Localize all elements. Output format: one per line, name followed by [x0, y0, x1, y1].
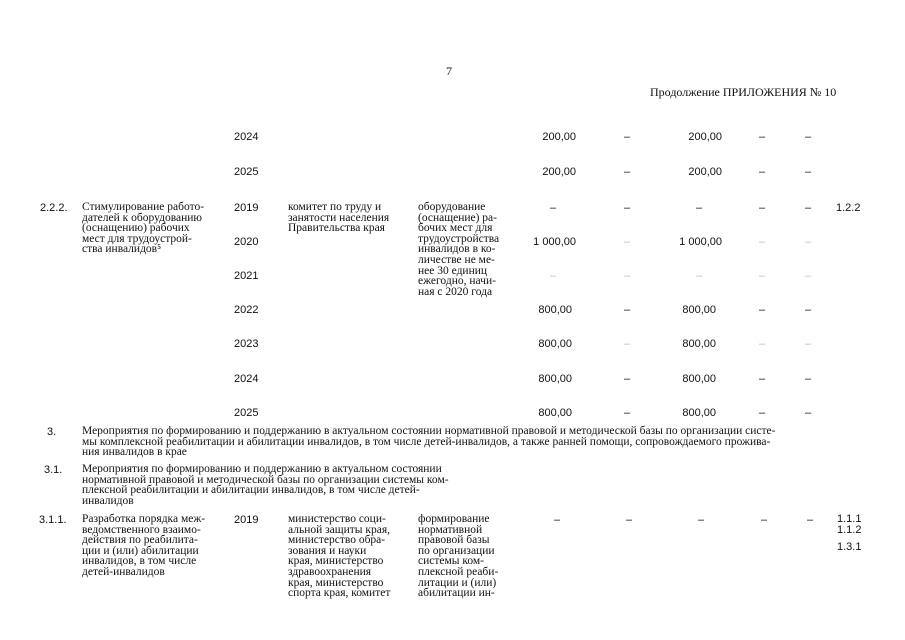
executor: комитет по труду и занятости населения Правительства края	[288, 201, 390, 235]
expected-result: формирование нормативной правовой базы по организации системы ком- плексной реаби- литации и (или) абилитации ин-	[418, 513, 499, 600]
dash-cell: –	[804, 270, 812, 282]
dash-cell: –	[623, 166, 631, 178]
amount-cell: 800,00	[682, 373, 716, 385]
dash-cell: –	[758, 166, 766, 178]
dash-cell: –	[623, 131, 631, 143]
measure-name: Стимулирование работо- дателей к оборудованию (оснащению) рабочих мест для трудоустрой- ства инвалидов⁵	[82, 201, 205, 256]
total-cell: 800,00	[538, 373, 572, 385]
section-number: 3.1.	[44, 464, 63, 476]
amount-cell: –	[697, 514, 705, 526]
dash-cell: –	[623, 304, 631, 316]
year-cell: 2025	[234, 407, 259, 419]
year-cell: 2025	[234, 166, 259, 178]
indicator-ref: 1.2.2	[836, 202, 861, 214]
total-cell: –	[549, 270, 557, 282]
indicator-ref: 1.1.1 1.1.2 1.3.1	[837, 513, 862, 553]
dash-cell: –	[758, 304, 766, 316]
amount-cell: 800,00	[682, 338, 716, 350]
year-cell: 2019	[234, 202, 259, 214]
year-cell: 2019	[234, 514, 259, 526]
dash-cell: –	[758, 407, 766, 419]
section-title: Мероприятия по формированию и поддержанию в актуальном состоянии нормативной правовой и методической базы по организации системы ком- плексной реабилитации и абилитации инвалидов, в том числе детей- инвалидов	[82, 463, 449, 507]
dash-cell: –	[758, 270, 766, 282]
amount-cell: 800,00	[682, 407, 716, 419]
dash-cell: –	[804, 338, 812, 350]
amount-cell: 800,00	[682, 304, 716, 316]
dash-cell: –	[804, 236, 812, 248]
dash-cell: –	[758, 373, 766, 385]
dash-cell: –	[623, 202, 631, 214]
dash-cell: –	[804, 407, 812, 419]
total-cell: 200,00	[542, 131, 576, 143]
dash-cell: –	[623, 270, 631, 282]
amount-cell: 200,00	[688, 131, 722, 143]
dash-cell: –	[804, 373, 812, 385]
total-cell: 800,00	[538, 304, 572, 316]
dash-cell: –	[758, 202, 766, 214]
total-cell: 800,00	[538, 338, 572, 350]
page-number: 7	[446, 64, 452, 78]
amount-cell: –	[695, 202, 703, 214]
year-cell: 2023	[234, 338, 259, 350]
amount-cell: 200,00	[688, 166, 722, 178]
measure-number: 2.2.2.	[40, 202, 68, 214]
year-cell: 2022	[234, 304, 259, 316]
dash-cell: –	[758, 131, 766, 143]
total-cell: 800,00	[538, 407, 572, 419]
continuation-header: Продолжение ПРИЛОЖЕНИЯ № 10	[650, 85, 837, 99]
dash-cell: –	[760, 514, 768, 526]
dash-cell: –	[623, 373, 631, 385]
section-number: 3.	[47, 426, 57, 438]
total-cell: 200,00	[542, 166, 576, 178]
measure-name: Разработка порядка меж- ведомственного взаимо- действия по реабилита- ции и (или) абилитации инвалидов, в том числе детей-инвалидов	[82, 513, 206, 578]
expected-result: оборудование (оснащение) ра- бочих мест для трудоустройства инвалидов в ко- личестве не ме- нее 30 единиц ежегодно, начи- ная с 2020 года	[418, 201, 500, 298]
dash-cell: –	[625, 514, 633, 526]
dash-cell: –	[758, 236, 766, 248]
section-title: Мероприятия по формированию и поддержанию в актуальном состоянии нормативной правовой и методической базы по организации систе- мы комплексной реабилитации и абилитации инвалидов, в том числе детей-инвалидов, а также ранней помощи, сопровождаемого прожива- ния инвалидов в крае	[82, 425, 776, 459]
dash-cell: –	[623, 407, 631, 419]
year-cell: 2020	[234, 236, 259, 248]
dash-cell: –	[806, 514, 814, 526]
executor: министерство соци- альной защиты края, министерство обра- зования и науки края, министерство здравоохранения края, министерство спорта края, комитет	[288, 513, 391, 600]
dash-cell: –	[623, 236, 631, 248]
total-cell: –	[549, 202, 557, 214]
dash-cell: –	[804, 304, 812, 316]
year-cell: 2024	[234, 373, 259, 385]
measure-number: 3.1.1.	[39, 514, 67, 526]
year-cell: 2024	[234, 131, 259, 143]
amount-cell: 1 000,00	[679, 236, 722, 248]
dash-cell: –	[623, 338, 631, 350]
dash-cell: –	[804, 131, 812, 143]
dash-cell: –	[804, 166, 812, 178]
dash-cell: –	[758, 338, 766, 350]
total-cell: –	[553, 514, 561, 526]
year-cell: 2021	[234, 270, 259, 282]
dash-cell: –	[804, 202, 812, 214]
amount-cell: –	[695, 270, 703, 282]
total-cell: 1 000,00	[533, 236, 576, 248]
